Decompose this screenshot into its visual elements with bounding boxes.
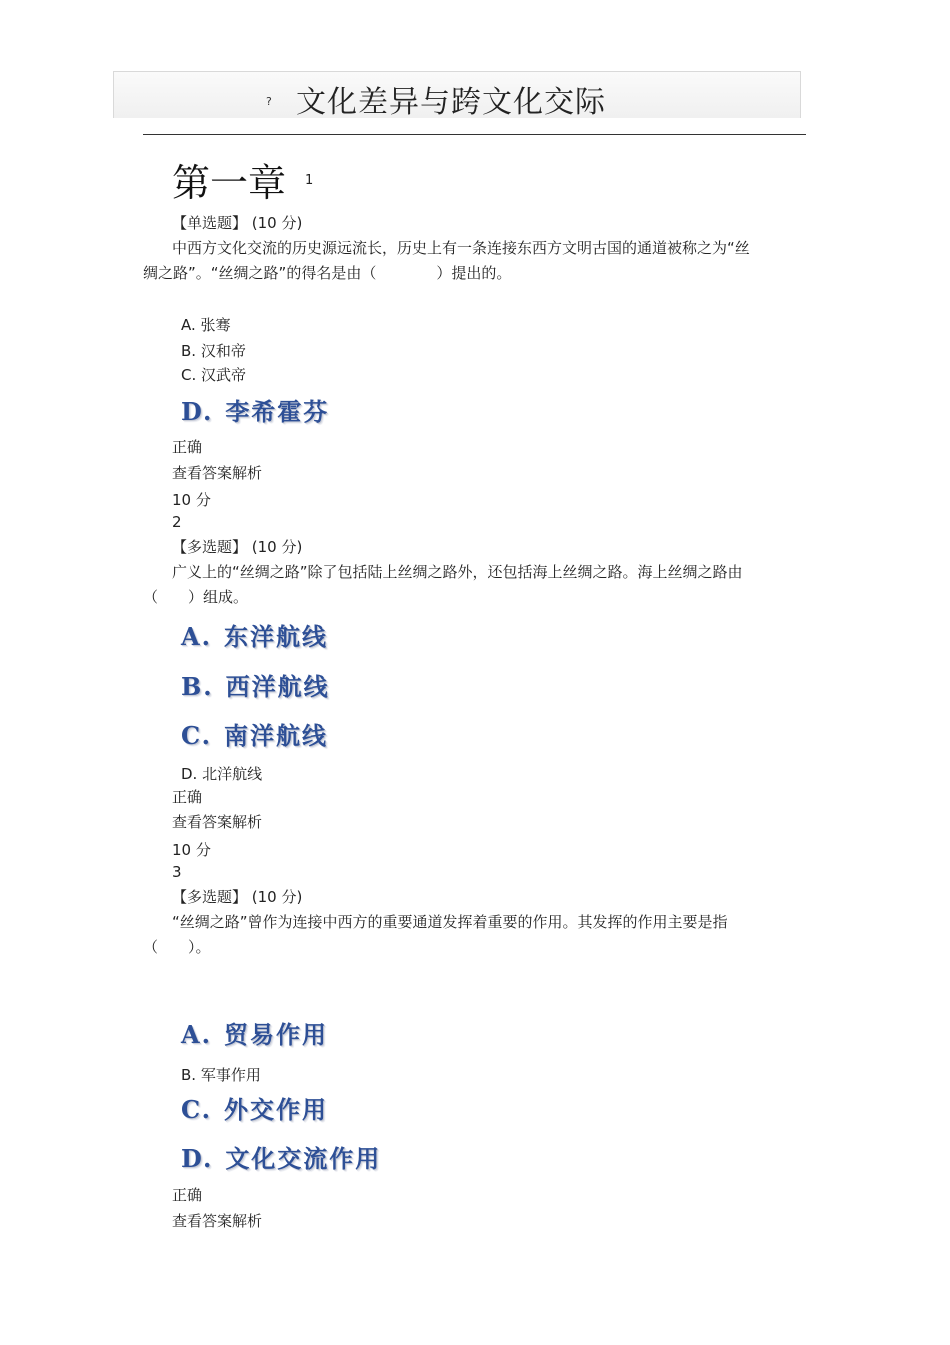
question-number: 1: [305, 173, 314, 188]
header-divider: [143, 134, 806, 135]
option-a-selected[interactable]: A. 东洋航线: [181, 622, 328, 651]
question-number: 3: [172, 863, 182, 881]
option-c[interactable]: C. 汉武帝: [181, 366, 247, 384]
question-stem: 中西方文化交流的历史源远流长，历史上有一条连接东西方文明古国的通道被称之为“丝绸之路”。“丝绸之路”的得名是由（ ）提出的。: [143, 239, 750, 282]
option-a[interactable]: A. 张骞: [181, 316, 231, 334]
question-stem: “丝绸之路”曾作为连接中西方的重要通道发挥着重要的作用。其发挥的作用主要是指（ ）。: [143, 913, 728, 956]
option-d-selected[interactable]: D. 文化交流作用: [181, 1144, 382, 1173]
result-status: 正确: [172, 788, 203, 806]
question-number: 2: [172, 513, 182, 531]
option-d-selected[interactable]: D. 李希霍芬: [181, 397, 330, 426]
view-analysis-link[interactable]: 查看答案解析: [172, 1212, 263, 1230]
score: 10 分: [172, 841, 211, 859]
option-b[interactable]: B. 军事作用: [181, 1066, 261, 1084]
result-status: 正确: [172, 438, 203, 456]
result-status: 正确: [172, 1186, 203, 1204]
document-title: 文化差异与跨文化交际: [296, 85, 606, 120]
header-mark: ?: [266, 95, 272, 108]
question-type: 【多选题】 (10 分): [172, 538, 303, 556]
question-stem: 广义上的“丝绸之路”除了包括陆上丝绸之路外，还包括海上丝绸之路。海上丝绸之路由（ ）组成。: [143, 563, 743, 606]
option-c-selected[interactable]: C. 外交作用: [181, 1095, 329, 1124]
question-type: 【多选题】 (10 分): [172, 888, 303, 906]
option-d[interactable]: D. 北洋航线: [181, 765, 263, 783]
option-c-selected[interactable]: C. 南洋航线: [181, 721, 329, 750]
option-b-selected[interactable]: B. 西洋航线: [181, 672, 330, 701]
view-analysis-link[interactable]: 查看答案解析: [172, 464, 263, 482]
option-a-selected[interactable]: A. 贸易作用: [181, 1020, 328, 1049]
view-analysis-link[interactable]: 查看答案解析: [172, 813, 263, 831]
score: 10 分: [172, 491, 211, 509]
chapter-title: 第一章: [172, 161, 287, 205]
option-b[interactable]: B. 汉和帝: [181, 342, 246, 360]
question-type: 【单选题】 (10 分): [172, 214, 303, 232]
